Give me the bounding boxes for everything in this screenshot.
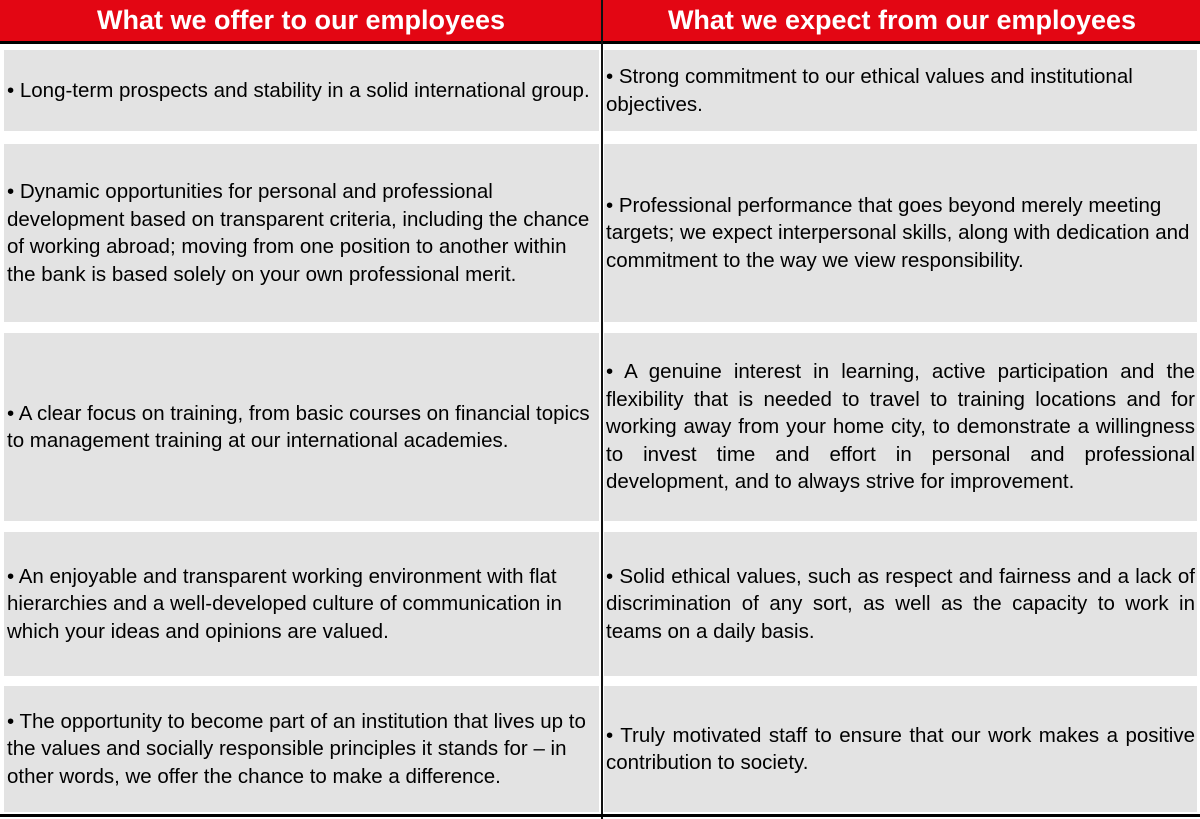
- offer-text: • The opportunity to become part of an institution that lives up to the values and socially responsible principles it stands for – in other words, we offer the chance to make a difference.: [7, 709, 586, 788]
- table-bottom-border: [0, 814, 1200, 817]
- expect-cell: [604, 686, 1197, 812]
- table-row: [0, 686, 1200, 812]
- offer-cell: [4, 50, 599, 131]
- offer-text: • A clear focus on training, from basic courses on financial topics to management training at our international academies.: [7, 401, 590, 452]
- offer-cell: [4, 144, 599, 322]
- expect-text: • Professional performance that goes beyond merely meeting targets; we expect interpersonal skills, along with dedication and commitment to the way we view responsibility.: [606, 193, 1190, 272]
- expect-text: • Solid ethical values, such as respect and fairness and a lack of discrimination of any sort, as well as the capacity to work in teams on a daily basis.: [606, 564, 1195, 643]
- header-offer: What we offer to our employees: [96, 5, 506, 35]
- table-row: [0, 144, 1200, 322]
- table-row: [0, 333, 1200, 521]
- expect-text: • A genuine interest in learning, active participation and the flexibility that is needed to travel to training locations and for working away from your home city, to demonstrate a willingness to invest time and effort in personal and professional development, and to always strive for improvement.: [606, 360, 1195, 494]
- table-row: [0, 532, 1200, 676]
- expect-cell: [604, 532, 1197, 676]
- expect-cell: [604, 333, 1197, 521]
- offer-text: • An enjoyable and transparent working environment with flat hierarchies and a well-developed culture of communication in which your ideas and opinions are valued.: [7, 564, 562, 643]
- column-divider: [601, 0, 603, 819]
- header-expect: What we expect from our employees: [667, 5, 1137, 35]
- table-row: [0, 50, 1200, 131]
- offer-cell: [4, 532, 599, 676]
- offer-cell: [4, 333, 599, 521]
- expect-text: • Truly motivated staff to ensure that our work makes a positive contribution to society.: [606, 723, 1195, 774]
- expect-cell: [604, 144, 1197, 322]
- offer-cell: [4, 686, 599, 812]
- offer-text: • Long-term prospects and stability in a solid international group.: [7, 78, 590, 102]
- expect-cell: [604, 50, 1197, 131]
- expect-text: • Strong commitment to our ethical values and institutional objectives.: [606, 65, 1133, 116]
- table-header: [0, 0, 1200, 44]
- offer-text: • Dynamic opportunities for personal and professional development based on transparent criteria, including the chance of working abroad; moving from one position to another within the bank is based solely on your own professional merit.: [7, 180, 590, 286]
